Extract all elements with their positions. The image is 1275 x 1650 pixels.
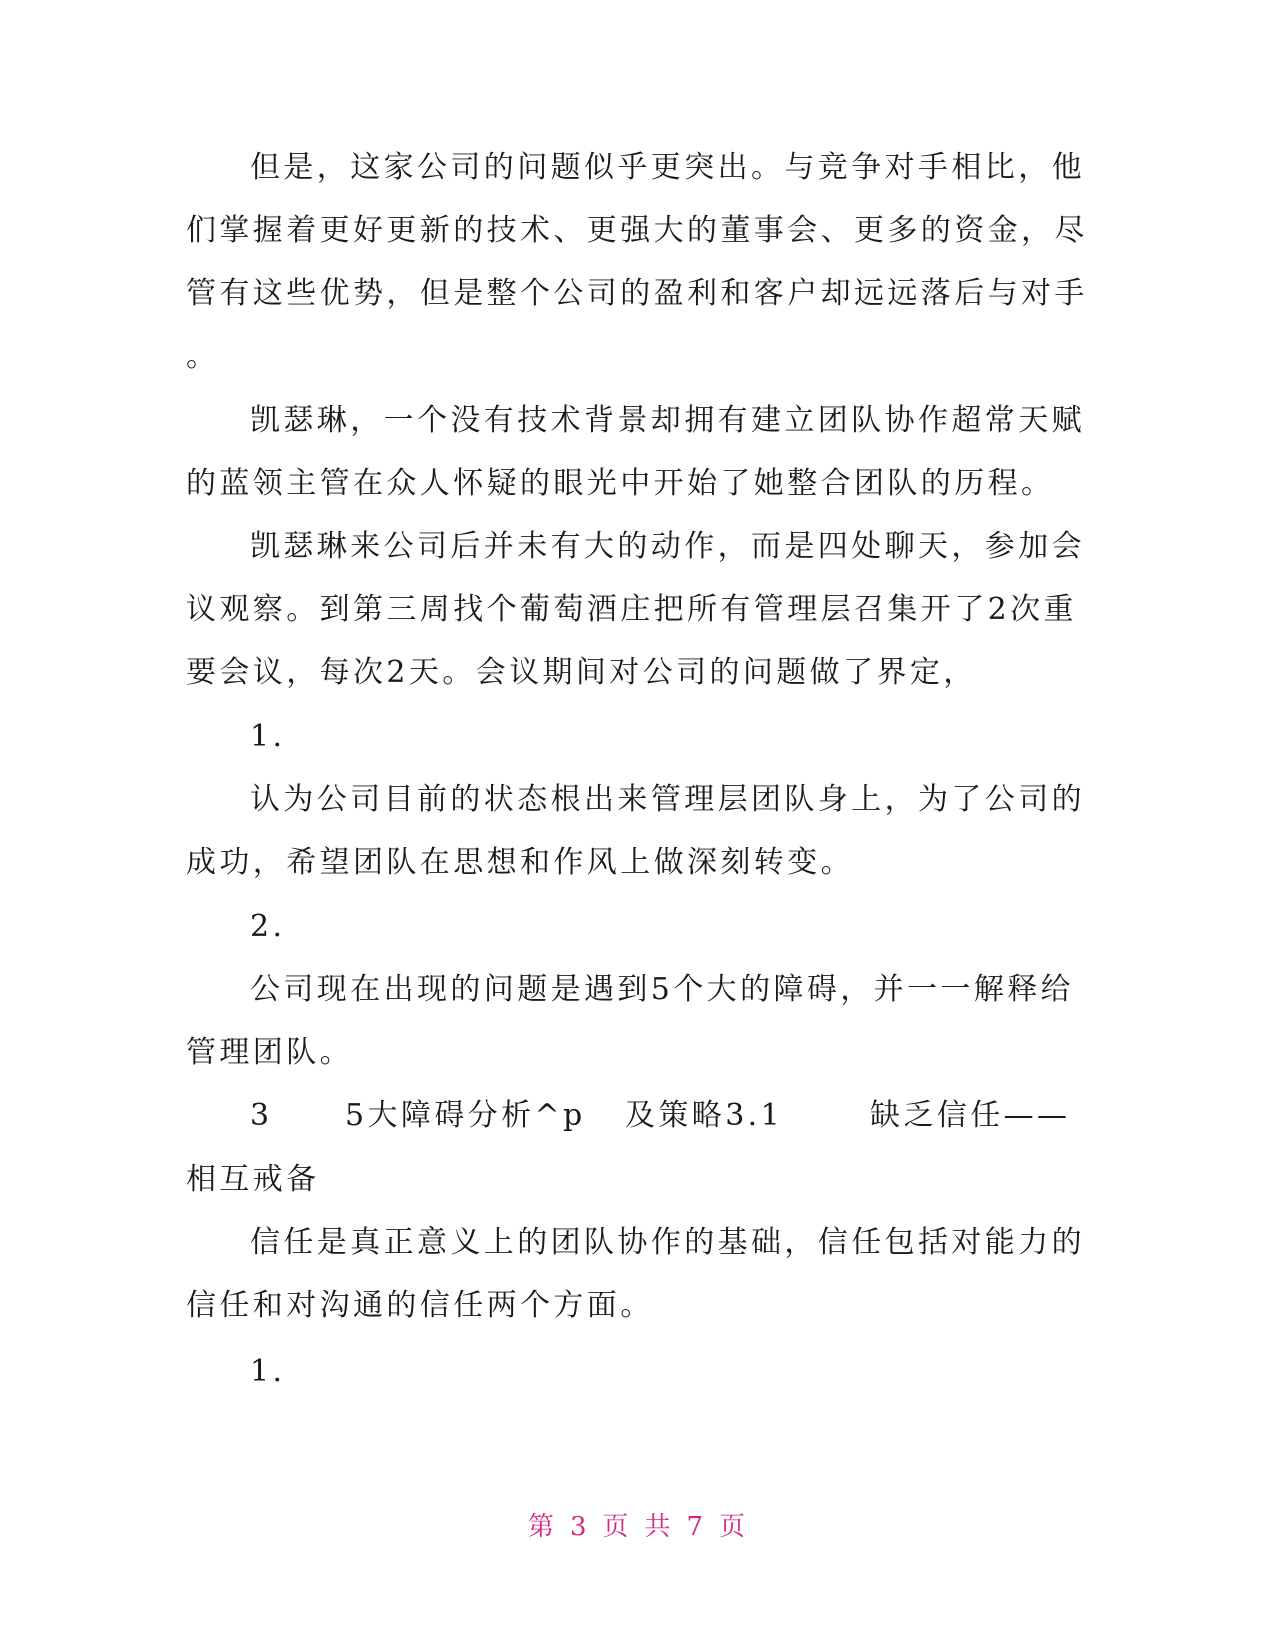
- heading-title: 5大障碍分析^p: [345, 1098, 586, 1133]
- heading-number: 3: [250, 1098, 273, 1133]
- paragraph-6-line-1: 信任是真正意义上的团队协作的基础，信任包括对能力的: [250, 1225, 1085, 1260]
- paragraph-1-line-4: 。: [186, 339, 220, 374]
- paragraph-4-line-2: 成功，希望团队在思想和作风上做深刻转变。: [186, 845, 854, 880]
- list-number-2: 2.: [250, 909, 286, 944]
- footer-total-pages: 7: [686, 1512, 706, 1542]
- list-number-1-second: 1.: [250, 1354, 286, 1389]
- heading-section: 缺乏信任——: [870, 1098, 1071, 1133]
- paragraph-4-line-1: 认为公司目前的状态根出来管理层团队身上，为了公司的: [250, 782, 1085, 817]
- paragraph-3-line-3: 要会议，每次2天。会议期间对公司的问题做了界定，: [186, 655, 977, 690]
- paragraph-6-line-2: 信任和对沟通的信任两个方面。: [186, 1288, 654, 1323]
- heading-sub: 及策略3.1: [625, 1098, 784, 1133]
- paragraph-1-line-2: 们掌握着更好更新的技术、更强大的董事会、更多的资金，尽: [186, 213, 1088, 248]
- list-number-1: 1.: [250, 719, 286, 754]
- paragraph-2-line-1: 凯瑟琳，一个没有技术背景却拥有建立团队协作超常天赋: [250, 403, 1085, 438]
- footer-page-label: 页: [602, 1512, 631, 1542]
- paragraph-2-line-2: 的蓝领主管在众人怀疑的眼光中开始了她整合团队的历程。: [186, 466, 1055, 501]
- footer-total-label: 共: [644, 1512, 673, 1542]
- heading-continuation: 相互戒备: [186, 1162, 320, 1197]
- paragraph-3-line-2: 议观察。到第三周找个葡萄酒庄把所有管理层召集开了2次重: [186, 592, 1077, 627]
- paragraph-1-line-1: 但是，这家公司的问题似乎更突出。与竞争对手相比，他: [250, 150, 1085, 185]
- footer-prefix: 第: [527, 1512, 556, 1542]
- paragraph-5-line-1: 公司现在出现的问题是遇到5个大的障碍，并一一解释给: [250, 972, 1075, 1007]
- paragraph-1-line-3: 管有这些优势，但是整个公司的盈利和客户却远远落后与对手: [186, 276, 1088, 311]
- page-footer: [0, 1510, 1275, 1544]
- paragraph-5-line-2: 管理团队。: [186, 1035, 353, 1070]
- footer-suffix: 页: [719, 1512, 748, 1542]
- footer-current-page: 3: [569, 1512, 589, 1542]
- paragraph-3-line-1: 凯瑟琳来公司后并未有大的动作，而是四处聊天，参加会: [250, 529, 1085, 564]
